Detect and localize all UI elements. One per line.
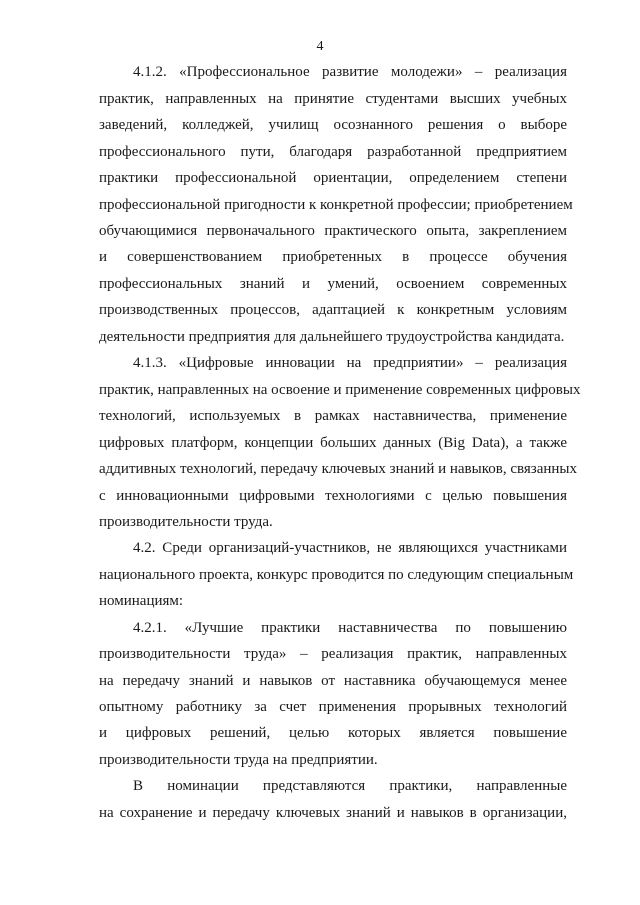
text-line: деятельности предприятия для дальнейшего трудоустройства кандидата. — [99, 329, 565, 345]
text-line: опытному работнику за счет применения прорывных технологий — [99, 699, 567, 715]
text-line: национального проекта, конкурс проводится по следующим специальным — [99, 567, 574, 583]
text-line: технологий, используемых в рамках наставничества, применение — [99, 408, 567, 424]
text-line: практики профессиональной ориентации, определением степени — [99, 170, 567, 186]
text-line: обучающимися первоначального практического опыта, закреплением — [99, 223, 567, 239]
text-line: профессиональной пригодности к конкретной профессии; приобретением — [99, 197, 573, 213]
text-line: производительности труда. — [99, 514, 273, 530]
text-line: профессиональных знаний и умений, освоением современных — [99, 276, 567, 292]
text-line: и совершенствованием приобретенных в процессе обучения — [99, 249, 567, 265]
text-line: практик, направленных на принятие студентами высших учебных — [99, 91, 567, 107]
text-line: цифровых платформ, концепции больших данных (Big Data), а также — [99, 435, 567, 451]
text-line: профессионального пути, благодаря разработанной предприятием — [99, 144, 567, 160]
text-line: производительности труда на предприятии. — [99, 752, 378, 768]
text-line: В номинации представляются практики, направленные — [133, 778, 567, 794]
text-line: заведений, колледжей, училищ осознанного решения о выборе — [99, 117, 567, 133]
text-line: 4.2.1. «Лучшие практики наставничества по повышению — [133, 620, 567, 636]
text-line: 4.1.3. «Цифровые инновации на предприятии» – реализация — [133, 355, 567, 371]
text-line: аддитивных технологий, передачу ключевых знаний и навыков, связанных — [99, 461, 577, 477]
text-line: номинациям: — [99, 593, 184, 609]
text-line: 4.2. Среди организаций-участников, не являющихся участниками — [133, 540, 567, 556]
text-line: производственных процессов, адаптацией к конкретным условиям — [99, 302, 567, 318]
text-line: на передачу знаний и навыков от наставника обучающемуся менее — [99, 673, 567, 689]
text-line: практик, направленных на освоение и применение современных цифровых — [99, 382, 581, 398]
text-line: и цифровых решений, целью которых является повышение — [99, 725, 567, 741]
text-line: на сохранение и передачу ключевых знаний и навыков в организации, — [99, 805, 567, 821]
text-line: с инновационными цифровыми технологиями с целью повышения — [99, 488, 567, 504]
page-number: 4 — [316, 39, 324, 54]
text-line: производительности труда» – реализация практик, направленных — [99, 646, 567, 662]
text-line: 4.1.2. «Профессиональное развитие молодежи» – реализация — [133, 64, 567, 80]
